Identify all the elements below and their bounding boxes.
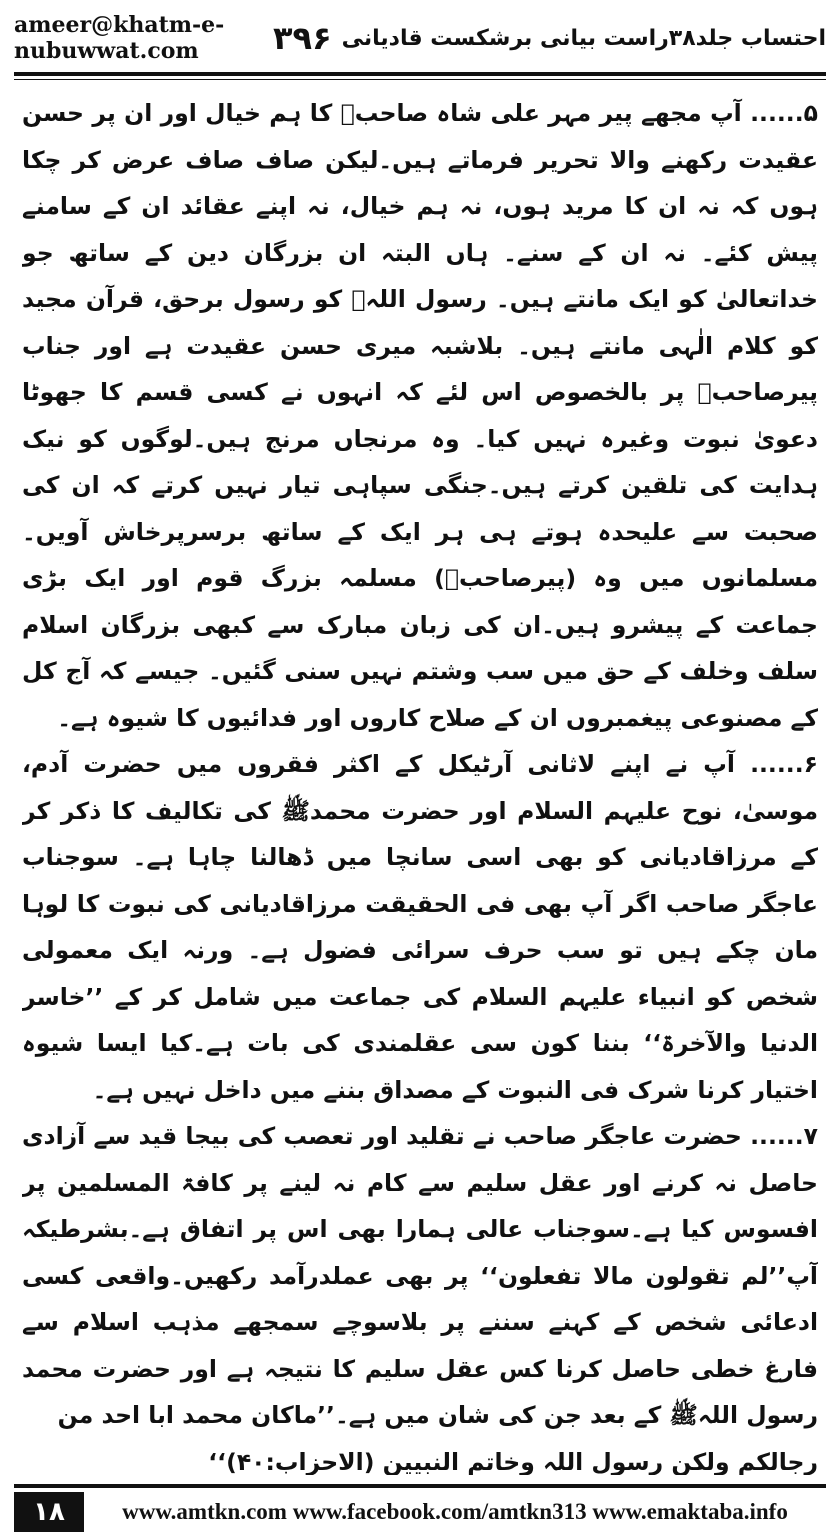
- footer-links: www.amtkn.com www.facebook.com/amtkn313 www.emaktaba.info: [122, 1499, 788, 1524]
- page-footer: [14, 1484, 826, 1532]
- header-rule-thin: [14, 79, 826, 80]
- header-email: ameer@khatm-e-nubuwwat.com: [14, 12, 225, 64]
- header-rule-thick: [14, 72, 826, 76]
- paragraph-7: ۷...... حضرت عاجگر صاحب نے تقلید اور تعصب کی بیجا قید سے آزادی حاصل نہ کرنے اور عقل سلیم سے کام نہ لینے پر کافۃ المسلمین پر افسوس کیا ہے۔سوجناب عالی ہمارا بھی اس پر اتفاق ہے۔بشرطیکہ آپ’’لم تقولون مالا تفعلون‘‘ پر بھی عملدرآمد رکھیں۔واقعی کسی ادعائی شخص کے کہنے سننے پر بلاسوچے سمجھے مذہب اسلام سے فارغ خطی حاصل کرنا کس عقل سلیم کا نتیجہ ہے اور حضرت محمد رسول اللہﷺ کے بعد جن کی شان میں ہے۔’’ماکان محمد ابا احد من: [22, 1122, 818, 1429]
- page-header: [14, 8, 826, 68]
- header-right: [263, 19, 826, 57]
- paragraph-5: ۵...... آپ مجھے پیر مہر علی شاہ صاحبؒ کا ہم خیال اور ان پر حسن عقیدت رکھنے والا تحریر فرماتے ہیں۔لیکن صاف صاف عرض کر چکا ہوں کہ نہ ان کا مرید ہوں، نہ ہم خیال، نہ اپنے عقائد ان کے سامنے پیش کئے۔ نہ ان کے سنے۔ ہاں البتہ ان بزرگان دین کے ساتھ جو خداتعالیٰ کو ایک مانتے ہیں۔ رسول اللہﷺ کو رسول برحق، قرآن مجید کو کلام الٰہی مانتے ہیں۔ بلاشبہ میری حسن عقیدت ہے اور جناب پیرصاحبؒ پر بالخصوص اس لئے کہ انہوں نے کسی قسم کا جھوٹا دعویٰ نبوت وغیرہ نہیں کیا۔ وہ مرنجاں مرنج ہیں۔لوگوں کو نیک ہدایت کی تلقین کرتے ہیں۔جنگی سپاہی تیار نہیں کرتے کہ ان کی صحبت سے علیحدہ ہوتے ہی ہر ایک کے ساتھ برسرپرخاش آویں۔مسلمانوں میں وہ (پیرصاحبؒ) مسلمہ بزرگ قوم اور ایک بڑی جماعت کے پیشرو ہیں۔ان کی زبان مبارک سے کبھی بزرگان اسلام سلف وخلف کے حق میں سب وشتم نہیں سنی گئیں۔ جیسے کہ آج کل کے مصنوعی پیغمبروں ان کے صلاح کاروں اور فدائیوں کا شیوہ ہے۔: [22, 99, 818, 732]
- header-page-number: ۳۹۶: [273, 19, 332, 57]
- running-title: احتساب جلد۳۸راست بیانی برشکست قادیانی: [341, 25, 826, 51]
- paragraph-6: ۶...... آپ نے اپنے لاثانی آرٹیکل کے اکثر فقروں میں حضرت آدم، موسیٰ، نوح علیہم السلام اور حضرت محمدﷺ کی تکالیف کا ذکر کر کے مرزاقادیانی کو بھی اسی سانچا میں ڈھالنا چاہا ہے۔ سوجناب عاجگر صاحب اگر آپ بھی فی الحقیقت مرزاقادیانی کی نبوت کا لوہا مان چکے ہیں تو سب حرف سرائی فضول ہے۔ ورنہ ایک معمولی شخص کو انبیاء علیہم السلام کی جماعت میں شامل کر کے ’’خاسر الدنیا والآخرۃ‘‘ بننا کون سی عقلمندی کی بات ہے۔کیا ایسا شیوہ اختیار کرنا شرک فی النبوت کے مصداق بننے میں داخل نہیں ہے۔: [22, 750, 818, 1104]
- page-body: [22, 90, 818, 1475]
- footer-page-number: ۱۸: [14, 1492, 84, 1532]
- quran-quote: رجالکم ولکن رسول اللہ وخاتم النبیین (الاحزاب:۴۰)‘‘: [208, 1447, 818, 1475]
